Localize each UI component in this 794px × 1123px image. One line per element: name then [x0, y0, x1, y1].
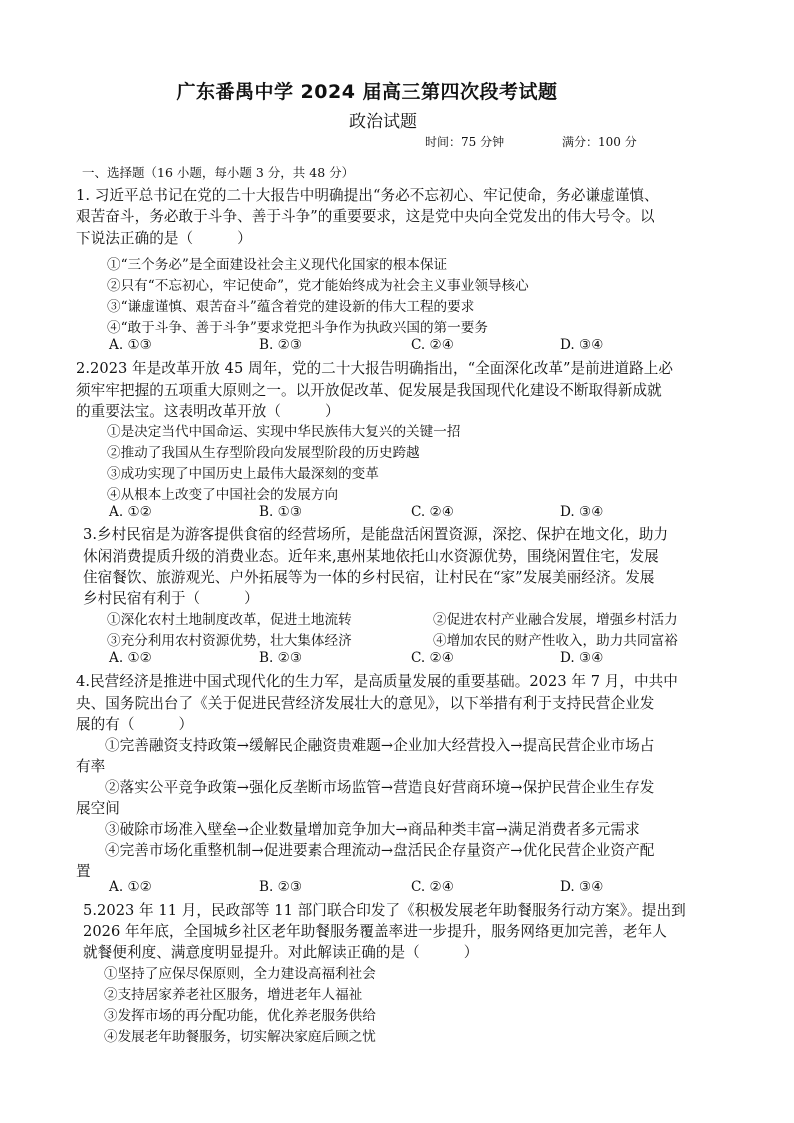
q5-stem-line: 2026 年年底，全国城乡社区老年助餐服务覆盖率进一步提升，服务网络更加完善，老年人 [83, 923, 667, 940]
exam-time: 时间：75 分钟 [425, 135, 505, 149]
q4-stem-line: 央、国务院出台了《关于促进民营经济发展壮大的意见》，以下举措有利于支持民营企业发 [76, 695, 655, 712]
q3-option-2: ②促进农村产业融合发展，增强乡村活力 [433, 612, 678, 628]
q2-choice-b: B. ①③ [259, 504, 303, 520]
q4-option-2-cont: 展空间 [76, 800, 120, 817]
exam-title: 广东番禺中学 2024 届高三第四次段考试题 [176, 81, 558, 103]
q1-choice-c: C. ②④ [411, 337, 454, 353]
exam-score: 满分：100 分 [562, 135, 637, 149]
q2-option-1: ①是决定当代中国命运、实现中华民族伟大复兴的关键一招 [107, 424, 461, 440]
q2-stem-line: 的重要法宝。这表明改革开放（ ） [76, 403, 340, 420]
q5-option-2: ②支持居家养老社区服务，增进老年人福祉 [104, 987, 363, 1003]
q1-stem-line: 1. 习近平总书记在党的二十大报告中明确提出“务必不忘初心、牢记使命，务必谦虚谨慎、 [76, 187, 659, 204]
q3-choice-b: B. ②③ [259, 650, 303, 666]
q4-choice-c: C. ②④ [411, 879, 454, 895]
q1-option-1: ①“三个务必”是全面建设社会主义现代化国家的根本保证 [107, 257, 448, 273]
q3-choice-a: A. ①② [109, 650, 152, 666]
q3-choice-c: C. ②④ [411, 650, 454, 666]
q3-option-1: ①深化农村土地制度改革，促进土地流转 [107, 612, 352, 628]
q1-choice-b: B. ②③ [259, 337, 303, 353]
q1-option-2: ②只有“不忘初心，牢记使命”，党才能始终成为社会主义事业领导核心 [107, 278, 529, 294]
q2-option-3: ③成功实现了中国历史上最伟大最深刻的变革 [107, 466, 379, 482]
q3-option-3: ③充分利用农村资源优势，壮大集体经济 [107, 633, 352, 649]
q3-stem-line: 乡村民宿有利于（ ） [83, 590, 259, 607]
q5-stem-line: 5.2023 年 11 月，民政部等 11 部门联合印发了《积极发展老年助餐服务行动方案》。提出到 [83, 902, 686, 919]
q4-stem-line: 展的有（ ） [76, 716, 194, 733]
q4-stem-line: 4.民营经济是推进中国式现代化的生力军，是高质量发展的重要基础。2023 年 7 月，中共中 [76, 673, 678, 690]
q4-choice-b: B. ②③ [259, 879, 303, 895]
q5-option-3: ③发挥市场的再分配功能，优化养老服务供给 [104, 1008, 376, 1024]
q2-stem-line: 2.2023 年是改革开放 45 周年，党的二十大报告明确指出，“全面深化改革”是前进道路上必 [76, 360, 674, 377]
q2-choice-a: A. ①② [109, 504, 152, 520]
q4-choice-a: A. ①② [109, 879, 152, 895]
q4-option-1: ①完善融资支持政策→缓解民企融资贵难题→企业加大经营投入→提高民营企业市场占 [105, 737, 655, 754]
q4-option-4-cont: 置 [76, 863, 91, 880]
q2-stem-line: 须牢牢把握的五项重大原则之一。以开放促改革、促发展是我国现代化建设不断取得新成就 [76, 382, 662, 399]
q1-choice-d: D. ③④ [560, 337, 604, 353]
q4-option-1-cont: 有率 [76, 758, 106, 775]
q3-stem-line: 3.乡村民宿是为游客提供食宿的经营场所，是能盘活闲置资源，深挖、保护在地文化，助力 [83, 526, 669, 543]
q3-choice-d: D. ③④ [560, 650, 604, 666]
q1-stem-line: 下说法正确的是（ ） [76, 230, 252, 247]
q1-option-4: ④“敢于斗争、善于斗争”要求党把斗争作为执政兴国的第一要务 [107, 320, 488, 336]
q4-option-4: ④完善市场化重整机制→促进要素合理流动→盘活民企存量资产→优化民营企业资产配 [105, 842, 655, 859]
section-heading: 一、选择题（16 小题，每小题 3 分，共 48 分） [82, 165, 355, 180]
q5-option-4: ④发展老年助餐服务，切实解决家庭后顾之忧 [104, 1029, 376, 1045]
q1-stem-line: 艰苦奋斗，务必敢于斗争、善于斗争”的重要要求，这是党中央向全党发出的伟大号令。以 [76, 208, 655, 225]
q5-option-1: ①坚持了应保尽保原则，全力建设高福利社会 [104, 966, 376, 982]
q1-choice-a: A. ①③ [109, 337, 152, 353]
q5-stem-line: 就餐便利度、满意度明显提升。对此解读正确的是（ ） [83, 944, 479, 961]
q2-option-4: ④从根本上改变了中国社会的发展方向 [107, 487, 339, 503]
q3-stem-line: 休闲消费提质升级的消费业态。近年来,惠州某地依托山水资源优势，围绕闲置住宅，发展 [83, 548, 659, 565]
q1-option-3: ③“谦虚谨慎、艰苦奋斗”蕴含着党的建设新的伟大工程的要求 [107, 299, 475, 315]
q3-option-4: ④增加农民的财产性收入，助力共同富裕 [433, 633, 678, 649]
q2-option-2: ②推动了我国从生存型阶段向发展型阶段的历史跨越 [107, 445, 420, 461]
exam-subtitle: 政治试题 [349, 112, 417, 132]
q2-choice-c: C. ②④ [411, 504, 454, 520]
q2-choice-d: D. ③④ [560, 504, 604, 520]
q3-stem-line: 住宿餐饮、旅游观光、户外拓展等为一体的乡村民宿，让村民在“家”发展美丽经济。发展 [83, 569, 655, 586]
q4-option-2: ②落实公平竞争政策→强化反垄断市场监管→营造良好营商环境→保护民营企业生存发 [105, 779, 655, 796]
q4-choice-d: D. ③④ [560, 879, 604, 895]
q4-option-3: ③破除市场准入壁垒→企业数量增加竞争加大→商品种类丰富→满足消费者多元需求 [105, 821, 640, 838]
